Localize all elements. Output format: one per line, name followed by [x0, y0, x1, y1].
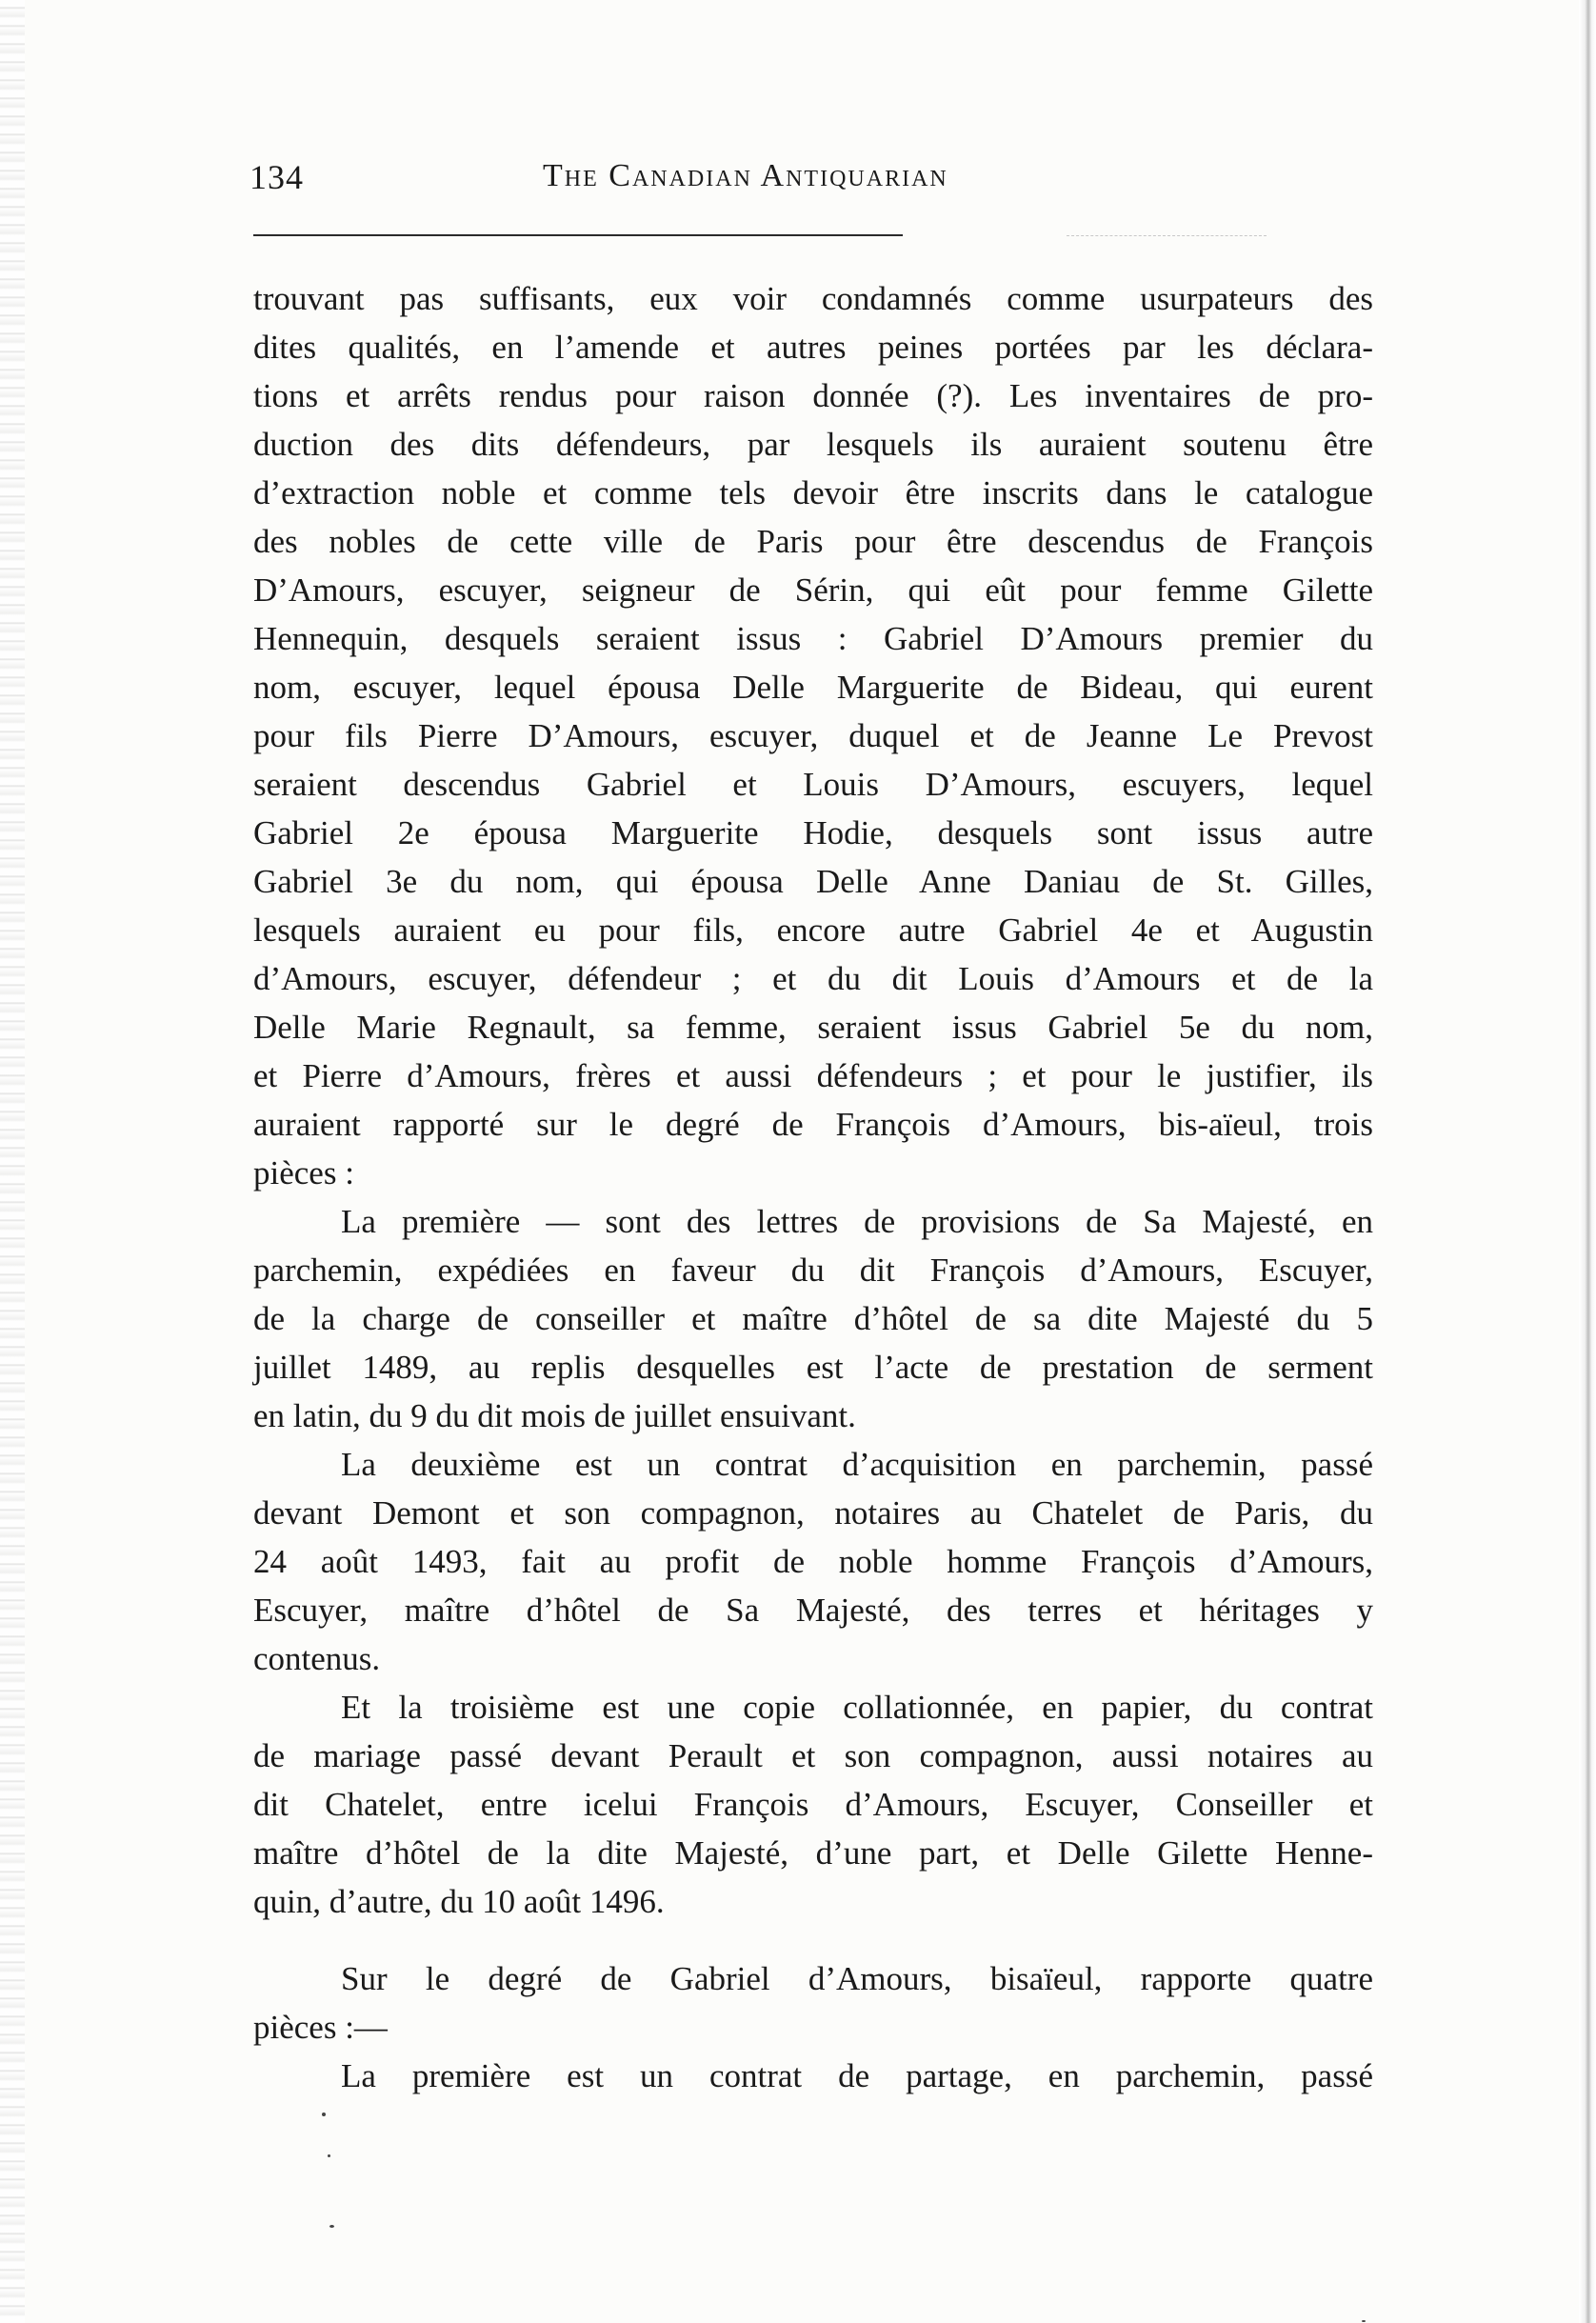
- ink-speck: [1362, 2320, 1366, 2322]
- text-line: Escuyer, maître d’hôtel de Sa Majesté, des terres et héritages y: [253, 1592, 1373, 1629]
- paragraph-3: [253, 1440, 1373, 1683]
- text-line: trouvant pas suffisants, eux voir condamnés comme usurpateurs des: [253, 280, 1373, 317]
- paragraph-2: [253, 1197, 1373, 1440]
- text-line: duction des dits défendeurs, par lesquels ils auraient soutenu être: [253, 426, 1373, 463]
- ink-speck: [329, 2225, 334, 2228]
- text-line: lesquels auraient eu pour fils, encore autre Gabriel 4e et Augustin: [253, 911, 1373, 949]
- text-line: pour fils Pierre D’Amours, escuyer, duquel et de Jeanne Le Prevost: [253, 717, 1373, 754]
- text-line: d’Amours, escuyer, défendeur ; et du dit Louis d’Amours et de la: [253, 960, 1373, 997]
- text-line: de mariage passé devant Perault et son compagnon, aussi notaires au: [253, 1737, 1373, 1774]
- text-line: dites qualités, en l’amende et autres peines portées par les déclara-: [253, 329, 1373, 366]
- header-rule: [253, 234, 903, 236]
- text-line: auraient rapporté sur le degré de François d’Amours, bis-aïeul, trois: [253, 1106, 1373, 1143]
- text-line: des nobles de cette ville de Paris pour être descendus de François: [253, 523, 1373, 560]
- text-line: de la charge de conseiller et maître d’hôtel de sa dite Majesté du 5: [253, 1300, 1373, 1337]
- paragraph-6: [253, 2052, 1373, 2100]
- text-line: La première — sont des lettres de provisions de Sa Majesté, en: [341, 1203, 1373, 1240]
- page-left-edge-shadow: [0, 0, 25, 2323]
- text-line: devant Demont et son compagnon, notaires au Chatelet de Paris, du: [253, 1494, 1373, 1532]
- text-line: Hennequin, desquels seraient issus : Gabriel D’Amours premier du: [253, 620, 1373, 657]
- text-line: pièces :—: [253, 2009, 388, 2046]
- text-line: parchemin, expédiées en faveur du dit François d’Amours, Escuyer,: [253, 1252, 1373, 1289]
- text-line: D’Amours, escuyer, seigneur de Sérin, qui eût pour femme Gilette: [253, 571, 1373, 609]
- page-header: [0, 0, 1596, 248]
- text-line: Delle Marie Regnault, sa femme, seraient issus Gabriel 5e du nom,: [253, 1009, 1373, 1046]
- text-line: tions et arrêts rendus pour raison donnée (?). Les inventaires de pro-: [253, 377, 1373, 414]
- text-line: Gabriel 2e épousa Marguerite Hodie, desquels sont issus autre: [253, 814, 1373, 851]
- text-line: maître d’hôtel de la dite Majesté, d’une part, et Delle Gilette Henne-: [253, 1834, 1373, 1872]
- paragraph-1: [253, 274, 1373, 1197]
- page-right-edge-shadow: [1579, 0, 1596, 2323]
- text-line: en latin, du 9 du dit mois de juillet ensuivant.: [253, 1397, 856, 1434]
- text-line: et Pierre d’Amours, frères et aussi défendeurs ; et pour le justifier, ils: [253, 1057, 1373, 1094]
- text-line: La deuxième est un contrat d’acquisition en parchemin, passé: [341, 1446, 1373, 1483]
- text-line: contenus.: [253, 1640, 381, 1677]
- text-line: Sur le degré de Gabriel d’Amours, bisaïeul, rapporte quatre: [341, 1960, 1373, 1997]
- text-line: juillet 1489, au replis desquelles est l’acte de prestation de serment: [253, 1349, 1373, 1386]
- body-text: [253, 274, 1373, 2100]
- text-line: seraient descendus Gabriel et Louis D’Amours, escuyers, lequel: [253, 766, 1373, 803]
- text-line: nom, escuyer, lequel épousa Delle Marguerite de Bideau, qui eurent: [253, 669, 1373, 706]
- paragraph-5: [253, 1954, 1373, 2052]
- text-line: dit Chatelet, entre icelui François d’Amours, Escuyer, Conseiller et: [253, 1786, 1373, 1823]
- text-line: Et la troisième est une copie collationnée, en papier, du contrat: [341, 1689, 1373, 1726]
- text-line: pièces :: [253, 1154, 354, 1192]
- running-title: The Canadian Antiquarian: [543, 158, 948, 193]
- section-gap: [253, 1926, 1373, 1954]
- text-line: Gabriel 3e du nom, qui épousa Delle Anne Daniau de St. Gilles,: [253, 863, 1373, 900]
- text-line: 24 août 1493, fait au profit de noble homme François d’Amours,: [253, 1543, 1373, 1580]
- text-line: d’extraction noble et comme tels devoir être inscrits dans le catalogue: [253, 474, 1373, 511]
- ink-speck: [328, 2154, 330, 2157]
- paragraph-4: [253, 1683, 1373, 1926]
- header-rule-faint: [1067, 235, 1267, 236]
- text-line: quin, d’autre, du 10 août 1496.: [253, 1883, 665, 1920]
- ink-speck: [322, 2113, 326, 2116]
- text-line: La première est un contrat de partage, en parchemin, passé: [341, 2057, 1373, 2094]
- page-number: 134: [249, 158, 304, 196]
